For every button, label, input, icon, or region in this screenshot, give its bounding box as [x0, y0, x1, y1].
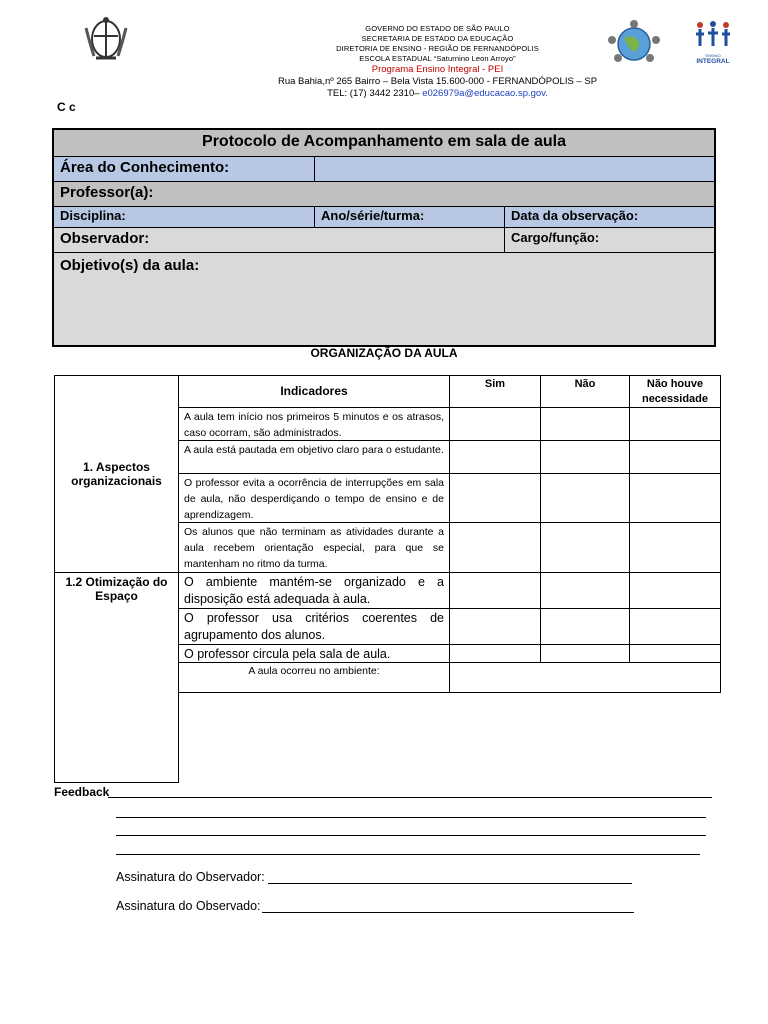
answer-cell-nao-houve[interactable]: [629, 522, 721, 573]
ensino-integral-logo: [690, 20, 736, 64]
objetivo-row: [54, 252, 714, 345]
header-email[interactable]: e026979a@educacao.sp.gov.: [422, 88, 548, 99]
logo-integral-text: INTEGRAL: [696, 58, 730, 65]
answer-cell-nao[interactable]: [540, 440, 630, 474]
header-directorate: DIRETORIA DE ENSINO - REGIÃO DE FERNANDÓPOLIS: [336, 44, 539, 53]
header-nao-houve: Não houve necessidade: [629, 375, 721, 408]
answer-cell-sim[interactable]: [449, 473, 541, 523]
indicator-row: O professor circula pela sala de aula.: [178, 644, 450, 663]
observador-label: Observador:: [60, 230, 150, 247]
indicator-row: Os alunos que não terminam as atividades durante a aula recebem orientação especial, para que se mantenham no ritmo da turma.: [178, 522, 450, 573]
indicator-row: A aula está pautada em objetivo claro para o estudante.: [178, 440, 450, 474]
protocol-title: Protocolo de Acompanhamento em sala de aula: [202, 133, 566, 150]
objetivo-label: Objetivo(s) da aula:: [60, 257, 200, 274]
answer-cell-sim[interactable]: [449, 522, 541, 573]
school-globe-logo: [604, 18, 664, 68]
section-otimizacao-label: 1.2 Otimização do Espaço: [65, 575, 168, 603]
protocol-form: [52, 128, 716, 347]
answer-cell-sim[interactable]: [449, 407, 541, 441]
ano-label: Ano/série/turma:: [314, 207, 504, 227]
assinatura-observador-label: Assinatura do Observador:: [116, 870, 265, 884]
answer-cell-nao-houve[interactable]: [629, 473, 721, 523]
cc-label: C c: [57, 100, 76, 114]
letterhead: [255, 24, 620, 100]
header-program: Programa Ensino Integral - PEI: [371, 64, 504, 75]
feedback-label: Feedback: [54, 785, 110, 799]
header-sim: Sim: [449, 375, 541, 408]
disciplina-label: Disciplina:: [60, 208, 126, 223]
answer-cell-nao[interactable]: [540, 572, 630, 609]
answer-cell-nao-houve[interactable]: [629, 440, 721, 474]
header-phone: TEL: (17) 3442 2310–: [327, 88, 420, 99]
disciplina-row: [54, 206, 714, 227]
professor-label: Professor(a):: [60, 184, 154, 201]
answer-cell-nao-houve[interactable]: [629, 608, 721, 645]
answer-cell-sim[interactable]: [449, 644, 541, 663]
observador-row: [54, 227, 714, 252]
ambiente-label-cell: [178, 662, 450, 693]
indicator-row: O ambiente mantém-se organizado e a disposição está adequada à aula.: [178, 572, 450, 609]
assinatura-observado-line[interactable]: [262, 912, 634, 913]
header-nao: Não: [540, 375, 630, 408]
ambiente-label: A aula ocorreu no ambiente:: [248, 665, 380, 677]
feedback-line[interactable]: [108, 797, 712, 798]
indicator-row: O professor usa critérios coerentes de agrupamento dos alunos.: [178, 608, 450, 645]
indicator-row: A aula tem início nos primeiros 5 minutos e os atrasos, caso ocorram, são administrados.: [178, 407, 450, 441]
assinatura-observador-line[interactable]: [268, 883, 632, 884]
answer-cell-sim[interactable]: [449, 608, 541, 645]
data-observacao-label: Data da observação:: [504, 207, 714, 227]
area-label: Área do Conhecimento:: [54, 157, 314, 181]
header-contact: [255, 88, 620, 100]
answer-cell-sim[interactable]: [449, 572, 541, 609]
header-secretariat: SECRETARIA DE ESTADO DA EDUCAÇÃO: [361, 34, 514, 43]
answer-cell-nao[interactable]: [540, 522, 630, 573]
indicator-row: O professor evita a ocorrência de interrupções em sala de aula, não desperdiçando o tempo de ensino e de aprendizagem.: [178, 473, 450, 523]
organizacao-title: ORGANIZAÇÃO DA AULA: [310, 346, 458, 360]
feedback-line[interactable]: [116, 817, 706, 818]
feedback-line[interactable]: [116, 854, 700, 855]
answer-cell-nao[interactable]: [540, 473, 630, 523]
ambiente-field[interactable]: [449, 662, 721, 693]
section-aspectos: [54, 375, 179, 573]
answer-cell-nao-houve[interactable]: [629, 644, 721, 663]
assinatura-observado-label: Assinatura do Observado:: [116, 899, 261, 913]
answer-cell-sim[interactable]: [449, 440, 541, 474]
answer-cell-nao[interactable]: [540, 407, 630, 441]
section-aspectos-label: 1. Aspectos organizacionais: [71, 460, 162, 488]
area-row: [54, 156, 714, 181]
answer-cell-nao-houve[interactable]: [629, 572, 721, 609]
answer-cell-nao[interactable]: [540, 608, 630, 645]
logo-ensino-text: ENSINO: [705, 53, 721, 58]
answer-cell-nao-houve[interactable]: [629, 407, 721, 441]
header-address: Rua Bahia,nº 265 Bairro – Bela Vista 15.600-000 - FERNANDÓPOLIS – SP: [277, 76, 598, 87]
protocol-title-row: [54, 130, 714, 156]
cargo-label: Cargo/função:: [504, 228, 714, 252]
professor-row: [54, 181, 714, 206]
area-field[interactable]: [314, 157, 714, 181]
section-otimizacao: [54, 572, 179, 783]
header-indicadores: Indicadores: [178, 375, 450, 408]
header-government: GOVERNO DO ESTADO DE SÃO PAULO: [365, 24, 510, 33]
header-school: ESCOLA ESTADUAL “Saturnino Leon Arroyo”: [359, 54, 516, 63]
state-seal-logo: [80, 14, 132, 64]
answer-cell-nao[interactable]: [540, 644, 630, 663]
feedback-line[interactable]: [116, 835, 706, 836]
